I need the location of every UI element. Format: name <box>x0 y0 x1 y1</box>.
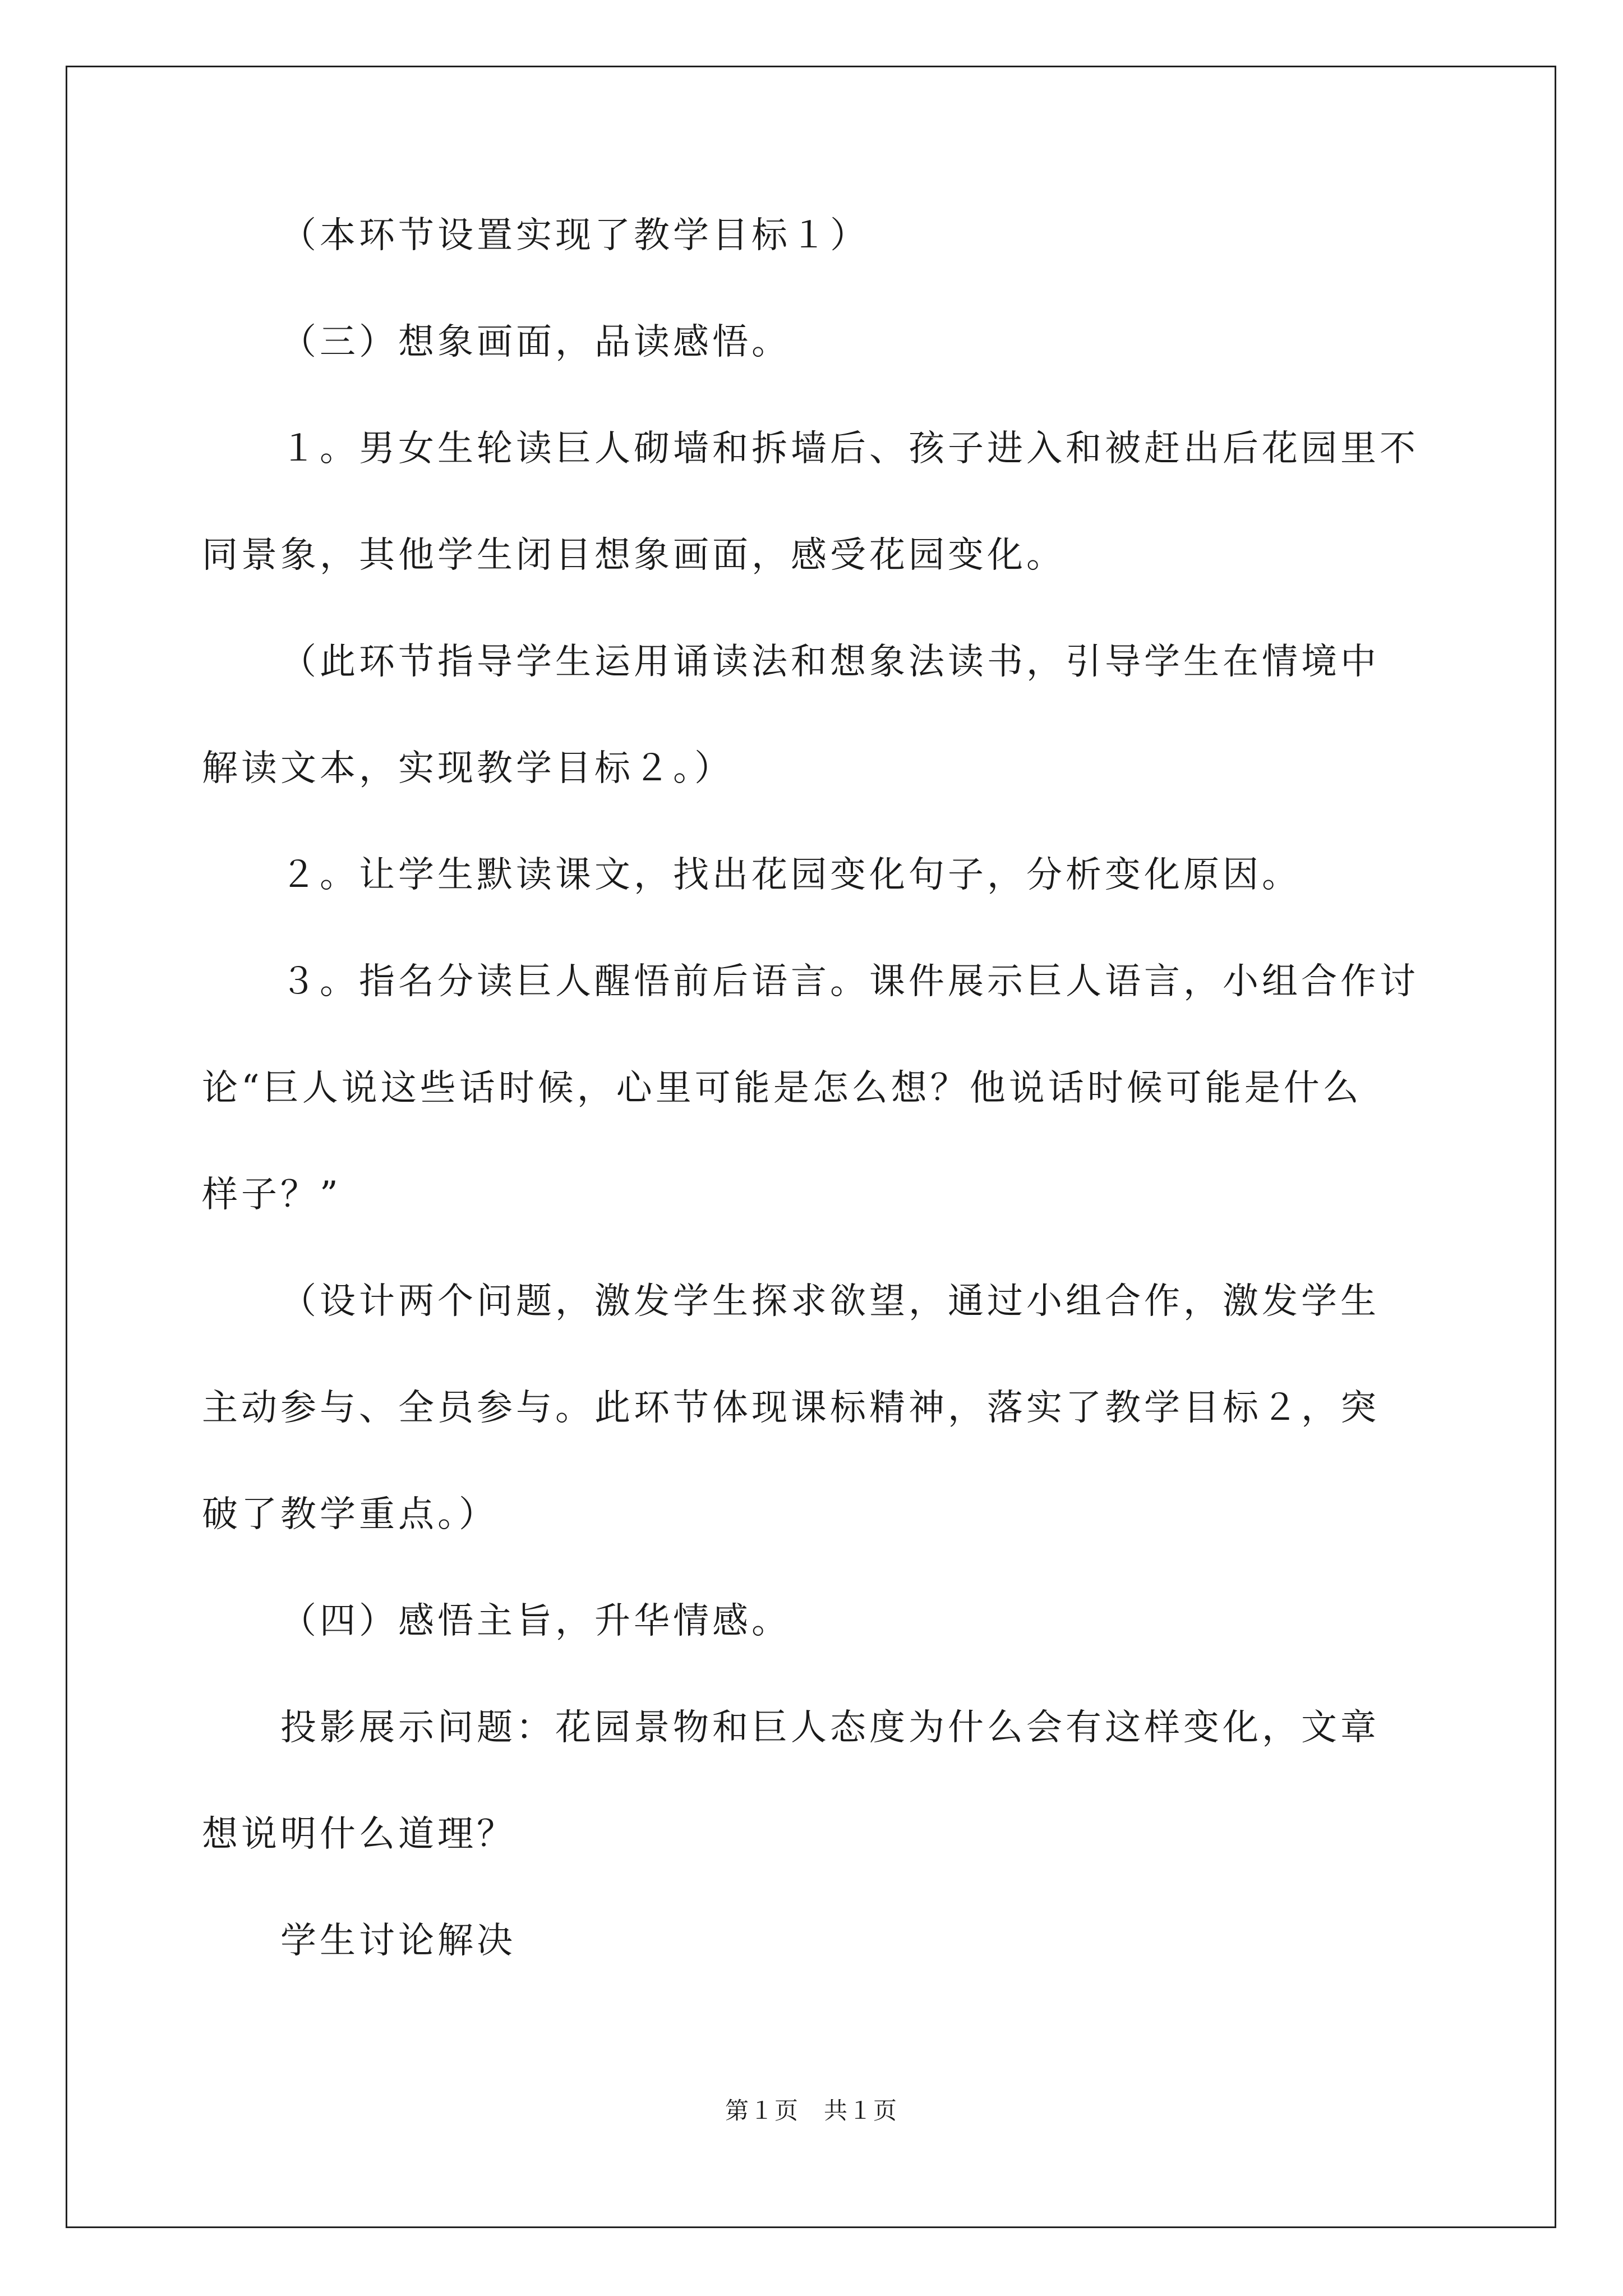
paragraph-line: （此环节指导学生运用诵读法和想象法读书，引导学生在情境中 <box>280 641 1380 683</box>
section-heading: （四）感悟主旨，升华情感。 <box>280 1600 791 1642</box>
paragraph-line: ３。指名分读巨人醒悟前后语言。课件展示巨人语言，小组合作讨 <box>280 961 1419 1002</box>
paragraph-line: 想说明什么道理？ <box>202 1814 516 1855</box>
paragraph-line: 论“巨人说这些话时候，心里可能是怎么想？他说话时候可能是什么 <box>202 1068 1362 1109</box>
paragraph-line: ２。让学生默读课文，找出花园变化句子，分析变化原因。 <box>280 854 1301 896</box>
paragraph-line: 解读文本，实现教学目标２。） <box>202 748 734 789</box>
section-heading: （三）想象画面，品读感悟。 <box>280 321 791 363</box>
paragraph-line: 主动参与、全员参与。此环节体现课标精神，落实了教学目标２，突 <box>202 1387 1380 1429</box>
paragraph-line: 学生讨论解决 <box>280 1920 516 1962</box>
paragraph-line: １。男女生轮读巨人砌墙和拆墙后、孩子进入和被赶出后花园里不 <box>280 428 1419 470</box>
paragraph-line: 投影展示问题：花园景物和巨人态度为什么会有这样变化，文章 <box>280 1707 1380 1749</box>
page-number-footer: 第１页 共１页 <box>725 2097 898 2124</box>
page-border <box>66 66 1556 2228</box>
paragraph-line: （本环节设置实现了教学目标１） <box>280 215 869 256</box>
paragraph-line: 样子？” <box>202 1174 342 1216</box>
paragraph-line: 同景象，其他学生闭目想象画面，感受花园变化。 <box>202 535 1066 576</box>
paragraph-line: （设计两个问题，激发学生探求欲望，通过小组合作，激发学生 <box>280 1281 1380 1322</box>
paragraph-line: 破了教学重点。） <box>202 1494 498 1535</box>
